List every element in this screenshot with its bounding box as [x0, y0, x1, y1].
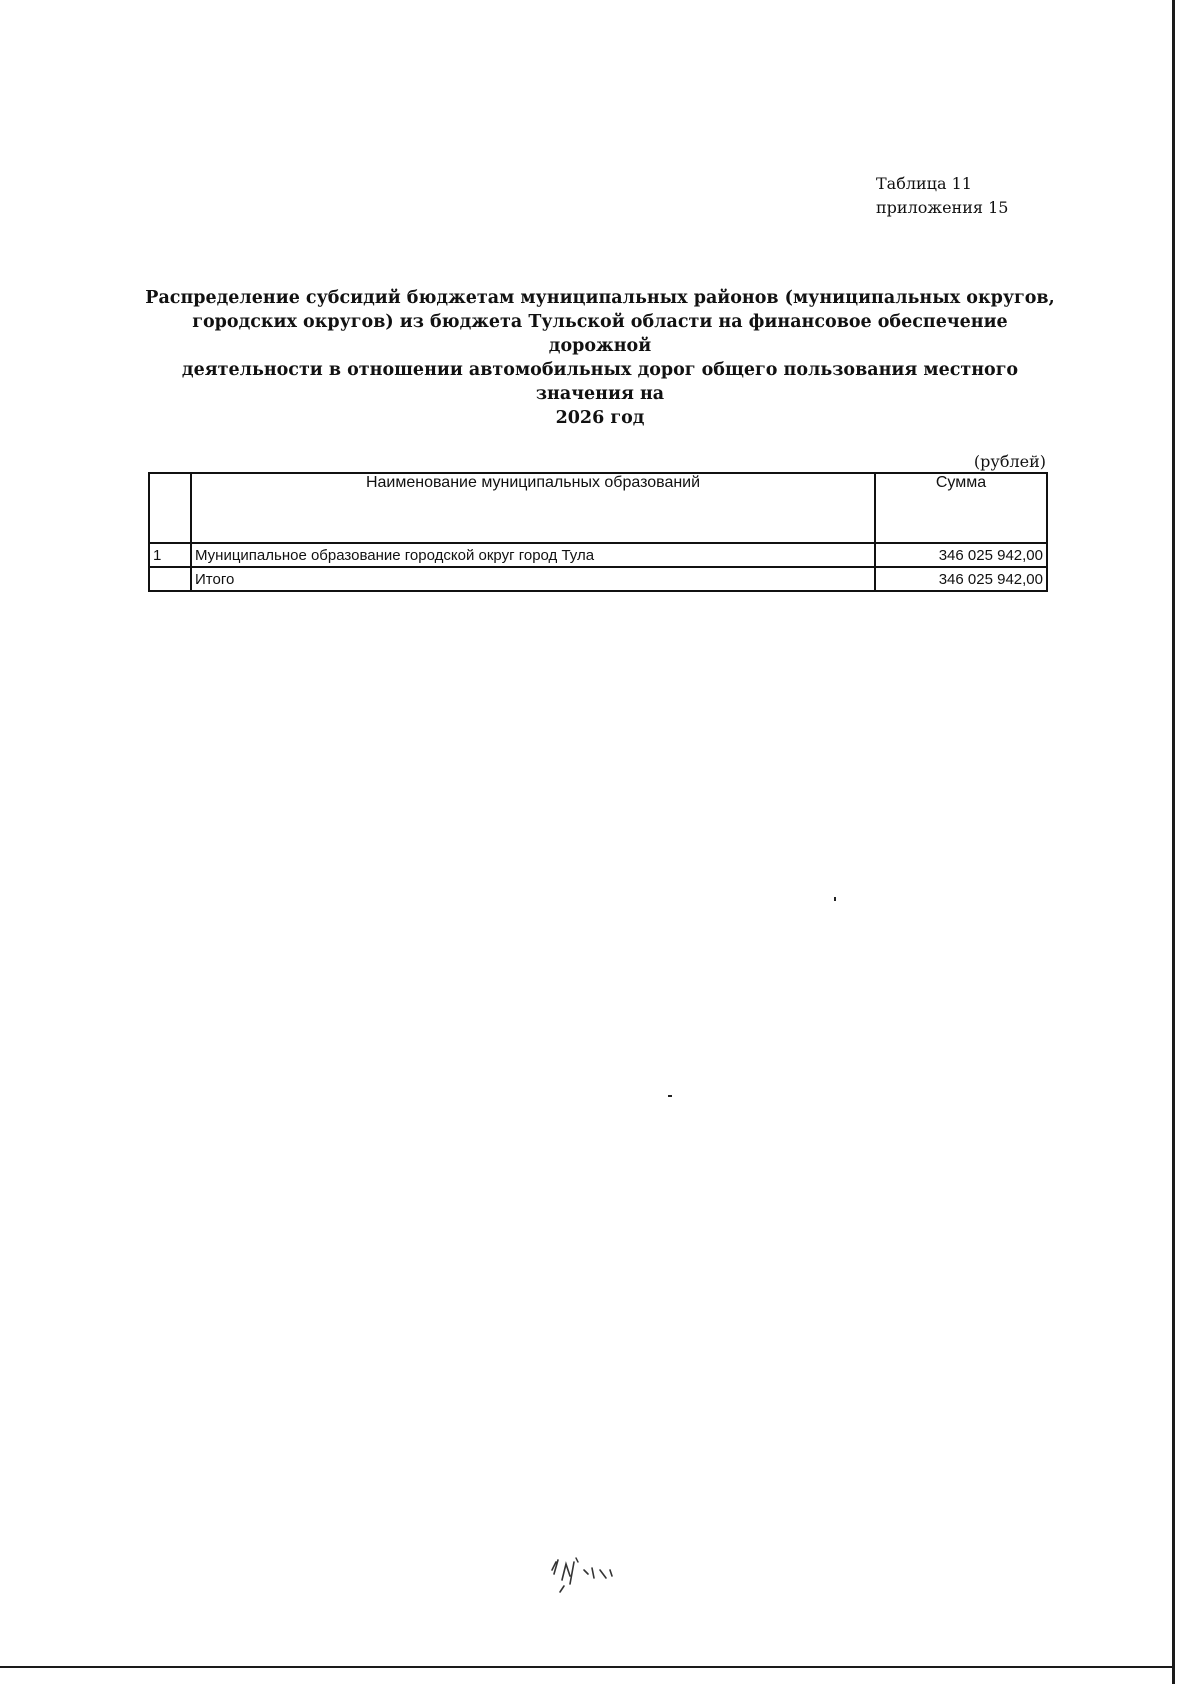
header-sum: Сумма — [875, 473, 1047, 543]
table-reference-block — [876, 172, 1008, 220]
row-name: Муниципальное образование городской округ город Тула — [191, 543, 875, 567]
header-number — [149, 473, 191, 543]
title-line-1: Распределение субсидий бюджетам муниципальных районов (муниципальных округов, — [145, 288, 1055, 308]
units-label: (рублей) — [973, 452, 1046, 471]
page-border-right — [1172, 0, 1175, 1684]
title-line-3: деятельности в отношении автомобильных дорог общего пользования местного значения на — [181, 360, 1019, 404]
total-row — [149, 567, 1047, 591]
page-border-bottom — [0, 1666, 1175, 1668]
appendix-number: приложения 15 — [876, 198, 1009, 217]
row-number: 1 — [149, 543, 191, 567]
handwritten-mark — [540, 1540, 660, 1600]
document-title — [140, 286, 1060, 430]
table-header-row — [149, 473, 1047, 543]
total-amount: 346 025 942,00 — [875, 567, 1047, 591]
row-amount: 346 025 942,00 — [875, 543, 1047, 567]
subsidy-table — [148, 472, 1048, 592]
title-line-4: 2026 год — [555, 408, 645, 428]
scan-speck — [668, 1095, 672, 1097]
table-row — [149, 543, 1047, 567]
total-number — [149, 567, 191, 591]
total-label: Итого — [191, 567, 875, 591]
table-number: Таблица 11 — [876, 174, 972, 193]
header-name: Наименование муниципальных образований — [191, 473, 875, 543]
title-line-2: городских округов) из бюджета Тульской области на финансовое обеспечение дорожной — [192, 312, 1008, 356]
scan-speck — [834, 897, 836, 901]
